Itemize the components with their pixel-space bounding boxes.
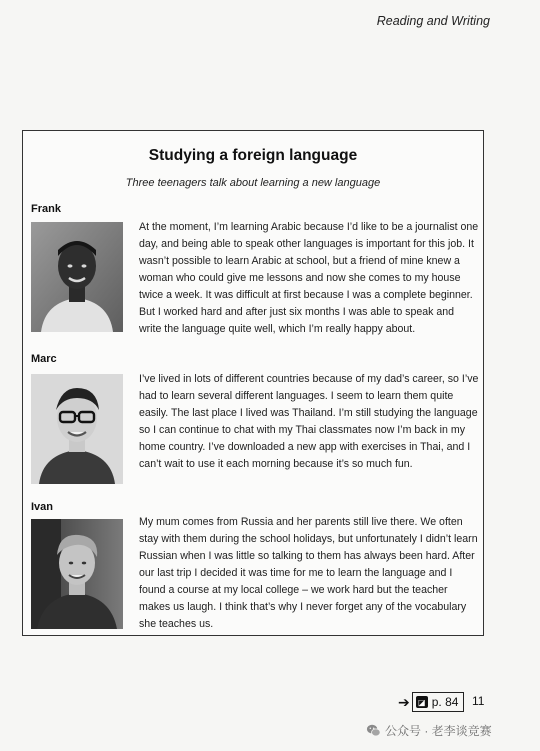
photo-ivan [31,519,123,629]
person-name-ivan: Ivan [31,501,54,513]
paragraph-ivan: My mum comes from Russia and her parents still live there. We often stay with them during the school holidays, but unfortunately I didn’t learn Russian when I was little so talking to them has always been hard. After our last trip I decided it was time for me to learn the language and I found a course at my local college – we work hard but the teacher makes us laugh. I think that’s why I never forget any of the vocabulary she teaches us. [139,516,478,630]
photo-frank [31,222,123,332]
book-icon: ◪ [416,696,428,708]
watermark-text: 公众号 · 老李谈竞赛 [385,724,492,738]
paragraph-marc: I’ve lived in lots of different countries because of my dad’s career, so I’ve had to learn several different languages. I seem to learn them quite easily. The last place I lived was Thailand. I’m still studying the language so I can continue to chat with my Thai classmates now I’m back in my home country. I’ve downloaded a new app with exercises in Thai, and I can’t wait to use it each morning because it’s so much fun. [139,373,479,470]
page-ref-label: p. 84 [431,695,459,709]
paragraph-frank: At the moment, I’m learning Arabic because I’d like to be a journalist one day, and being able to speak other languages is important for this job. It wasn’t possible to learn Arabic at school, but a friend of mine knew a woman who could give me lessons and now she comes to my house twice a week. It was difficult at first because I was a complete beginner. But I worked hard and after just six months I was able to speak and write the language quite well, which I’m really happy about. [139,221,479,335]
photo-marc [31,374,123,484]
page-number: 11 [472,694,485,708]
section-header: Reading and Writing [376,14,490,28]
article-box [22,130,484,636]
person-name-frank: Frank [31,203,61,215]
article-title: Studying a foreign language [148,147,358,164]
page-reference[interactable] [398,692,464,712]
wechat-icon [366,723,381,738]
watermark [366,722,492,739]
article-subtitle: Three teenagers talk about learning a new language [125,177,381,189]
person-name-marc: Marc [31,353,57,365]
page-ref-box[interactable] [412,692,465,712]
arrow-right-icon: ➔ [398,694,410,710]
